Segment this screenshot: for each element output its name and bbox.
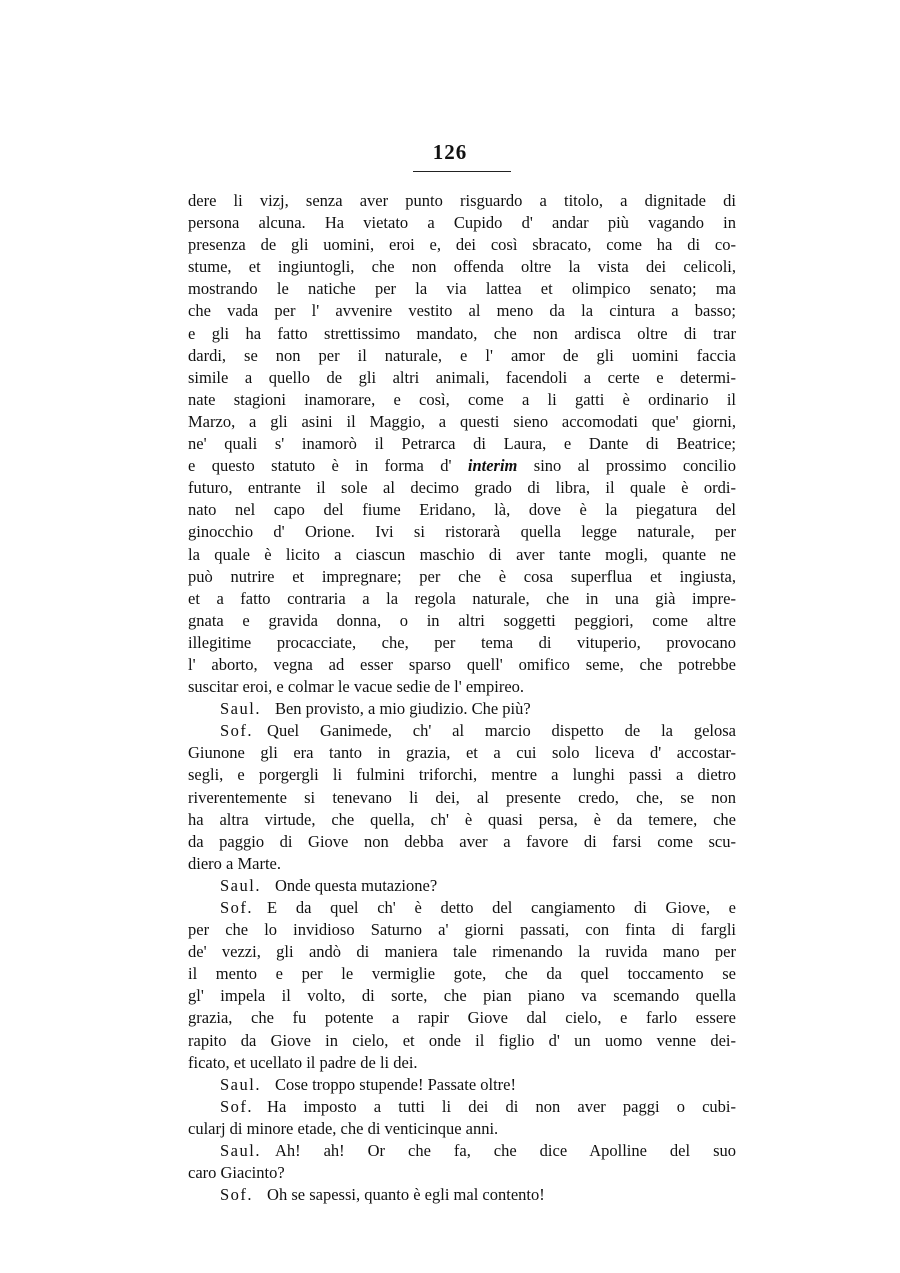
text-line bbox=[188, 809, 736, 831]
text-line: e gli ha fatto strettissimo mandato, che non ardisca oltre di trar bbox=[188, 323, 736, 343]
text-line: la quale è licito a ciascun maschio di aver tante mogli, quante ne bbox=[188, 544, 736, 564]
speaker-name: Saul. bbox=[220, 1074, 261, 1094]
text-line bbox=[188, 1118, 736, 1140]
text-line bbox=[188, 963, 736, 985]
speech bbox=[188, 1074, 736, 1096]
line-text: grazia, che fu potente a rapir Giove dal cielo, e farlo essere bbox=[188, 1008, 736, 1028]
line-text: Oh se sapessi, quanto è egli mal contento! bbox=[267, 1185, 545, 1205]
text-line bbox=[188, 897, 736, 919]
speech bbox=[188, 1096, 736, 1140]
dialogue bbox=[188, 698, 736, 1206]
text-line: dardi, se non per il naturale, e l' amor de gli uomini faccia bbox=[188, 345, 736, 365]
text-line: ginocchio d' Orione. Ivi si ristorarà quella legge naturale, per bbox=[188, 522, 736, 542]
text-line bbox=[188, 455, 736, 477]
speech bbox=[188, 875, 736, 897]
speaker-name: Sof. bbox=[220, 898, 254, 917]
line-text: Quel Ganimede, ch' al marcio dispetto de la gelosa bbox=[267, 721, 736, 741]
text-line: dere li vizj, senza aver punto risguardo a titolo, a dignitade di bbox=[188, 191, 736, 210]
text-line: gnata e gravida donna, o in altri soggetti peggiori, come altre bbox=[188, 610, 736, 630]
text-line: illegitime procacciate, che, per tema di vituperio, provocano bbox=[188, 632, 736, 652]
latin-word: interim bbox=[467, 456, 518, 476]
line-text: Onde questa mutazione? bbox=[274, 875, 438, 895]
line-text: Ha imposto a tutti li dei di non aver paggi o cubi- bbox=[267, 1096, 736, 1116]
text-line: nate stagioni inamorare, e così, come a li gatti è ordinario il bbox=[188, 389, 736, 409]
speaker-name: Sof. bbox=[220, 721, 254, 741]
line-text: il mento e per le vermiglie gote, che da quel toccamento se bbox=[188, 964, 736, 984]
text-line bbox=[188, 1096, 736, 1118]
text-line bbox=[188, 875, 736, 897]
speech bbox=[188, 698, 736, 720]
line-text: ha altra virtude, che quella, ch' è quasi persa, è da temere, che bbox=[188, 809, 736, 829]
text-line: persona alcuna. Ha vietato a Cupido d' andar più vagando in bbox=[188, 213, 736, 233]
speaker-name: Saul. bbox=[220, 699, 261, 719]
speech bbox=[188, 897, 736, 1074]
speaker-name: Saul. bbox=[220, 1141, 261, 1161]
text-line bbox=[188, 698, 736, 720]
opening-paragraph-continued bbox=[188, 477, 736, 698]
opening-paragraph bbox=[188, 190, 736, 455]
text-line: può nutrire et impregnare; per che è cosa superflua et ingiusta, bbox=[188, 566, 736, 586]
line-text: per che lo invidioso Saturno a' giorni passati, con finta di fargli bbox=[188, 920, 736, 940]
text-line bbox=[188, 1184, 736, 1206]
speaker-name: Saul. bbox=[220, 875, 261, 895]
text-line bbox=[188, 919, 736, 941]
text-line: suscitar eroi, e colmar le vacue sedie de l' empireo. bbox=[188, 677, 525, 697]
text-line: che vada per l' avvenire vestito al meno da la cintura a basso; bbox=[188, 301, 736, 321]
text-line: futuro, entrante il sole al decimo grado di libra, il quale è ordi- bbox=[188, 478, 736, 498]
speech bbox=[188, 720, 736, 875]
line-text: Ben provisto, a mio giudizio. Che più? bbox=[274, 699, 531, 719]
text-line bbox=[188, 941, 736, 963]
text-line bbox=[188, 742, 736, 764]
line-text: de' vezzi, gli andò di maniera tale rimenando la ruvida mano per bbox=[188, 942, 736, 962]
text-line: ne' quali s' inamorò il Petrarca di Laura, e Dante di Beatrice; bbox=[188, 434, 736, 454]
text-line bbox=[188, 720, 736, 742]
text-line: nato nel capo del fiume Eridano, là, dove è la piegatura del bbox=[188, 500, 736, 520]
line-text: Cose troppo stupende! Passate oltre! bbox=[274, 1074, 516, 1094]
line-text: ficato, et ucellato il padre de li dei. bbox=[188, 1052, 418, 1072]
text-line bbox=[188, 853, 736, 875]
line-text: gl' impela il volto, di sorte, che pian piano va scemando quella bbox=[188, 986, 736, 1006]
text-line bbox=[188, 985, 736, 1007]
line-text: riverentemente si tenevano li dei, al presente credo, che, se non bbox=[188, 787, 736, 807]
speech bbox=[188, 1184, 736, 1206]
line-text: caro Giacinto? bbox=[188, 1163, 285, 1183]
line-text: Giunone gli era tanto in grazia, et a cui solo liceva d' accostar- bbox=[188, 743, 736, 763]
line-text: Ah! ah! Or che fa, che dice Apolline del suo bbox=[274, 1141, 736, 1161]
text-line bbox=[188, 764, 736, 786]
text-line: simile a quello de gli altri animali, facendoli a certe e determi- bbox=[188, 367, 736, 387]
page-number: 126 bbox=[432, 140, 468, 164]
page-text bbox=[188, 190, 736, 1206]
text-line: presenza de gli uomini, eroi e, dei così sbracato, come ha di co- bbox=[188, 235, 736, 255]
text-line: Marzo, a gli asini il Maggio, a questi sieno accomodati que' giorni, bbox=[188, 411, 736, 431]
line-text: E da quel ch' è detto del cangiamento di Giove, e bbox=[267, 898, 736, 917]
speaker-name: Sof. bbox=[220, 1185, 254, 1205]
text-line: stume, et ingiuntogli, che non offenda oltre la vista dei celicoli, bbox=[188, 257, 736, 277]
text-line: et a fatto contraria a la regola naturale, che in una già impre- bbox=[188, 588, 736, 608]
text-line bbox=[188, 831, 736, 853]
speaker-name: Sof. bbox=[220, 1096, 254, 1116]
text-line bbox=[188, 1162, 736, 1184]
text-line bbox=[188, 1007, 736, 1029]
text-line bbox=[188, 787, 736, 809]
text-line bbox=[188, 1074, 736, 1096]
line-text: rapito da Giove in cielo, et onde il figlio d' un uomo venne dei- bbox=[188, 1030, 736, 1050]
speech bbox=[188, 1140, 736, 1184]
line-text: cularj di minore etade, che di venticinque anni. bbox=[188, 1118, 499, 1138]
line-text: e questo statuto è in forma d' bbox=[188, 456, 468, 476]
text-line: l' aborto, vegna ad esser sparso quell' omifico seme, che potrebbe bbox=[188, 654, 736, 674]
line-text: sino al prossimo concilio bbox=[517, 456, 736, 476]
text-line bbox=[188, 1140, 736, 1162]
header-rule bbox=[413, 171, 511, 172]
line-text: da paggio di Giove non debba aver a favore di farsi come scu- bbox=[188, 831, 736, 851]
text-line bbox=[188, 1052, 736, 1074]
text-line bbox=[188, 1030, 736, 1052]
line-text: diero a Marte. bbox=[188, 853, 281, 873]
text-line: mostrando le natiche per la via lattea et olimpico senato; ma bbox=[188, 279, 736, 299]
line-text: segli, e porgergli li fulmini triforchi, mentre a lunghi passi a dietro bbox=[188, 765, 736, 785]
